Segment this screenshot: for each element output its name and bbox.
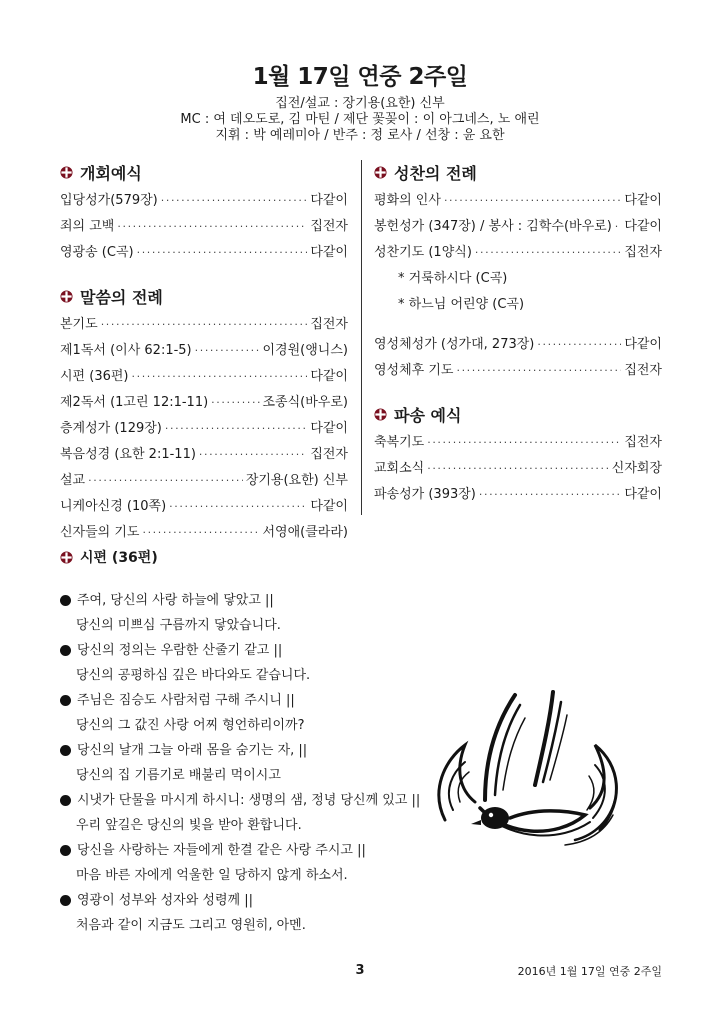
- leader-dots: [615, 214, 622, 240]
- order-label: 설교: [60, 473, 86, 488]
- leader-dots: [165, 416, 307, 442]
- cross-icon: [60, 551, 73, 564]
- order-value: 다같이: [310, 421, 348, 436]
- leader-dots: [142, 520, 259, 546]
- verse-line-1: 당신의 정의는 우람한 산줄기 같고 ||: [77, 643, 283, 658]
- order-label: 제2독서 (1고린 12:1-11): [60, 395, 209, 410]
- order-label: 시편 (36편): [60, 369, 129, 384]
- verse-line-1: 영광이 성부와 성자와 성령께 ||: [77, 893, 253, 908]
- verse-line-2: 처음과 같이 지금도 그리고 영원히, 아멘.: [76, 918, 306, 933]
- column-divider: [361, 160, 362, 515]
- order-value: 집전자: [624, 435, 662, 450]
- dove-icon: [425, 690, 635, 850]
- verse-line-1: 당신의 날개 그늘 아래 몸을 숨기는 자, ||: [77, 743, 308, 758]
- order-row: [60, 416, 348, 442]
- verse-line-2: 당신의 집 기름기로 배불리 먹이시고: [76, 768, 281, 783]
- psalm-verse: [60, 788, 440, 838]
- order-row: [60, 442, 348, 468]
- cross-icon: [374, 408, 387, 421]
- order-label: 죄의 고백: [60, 219, 115, 234]
- order-label: 축복기도: [374, 435, 425, 450]
- bullet-icon: [60, 845, 71, 856]
- verse-line-2: 당신의 공평하심 깊은 바다와도 같습니다.: [76, 668, 311, 683]
- section-heading-opening: [60, 160, 348, 184]
- order-value: 다같이: [310, 193, 348, 208]
- psalm-text: [60, 588, 440, 938]
- bullet-icon: [60, 795, 71, 806]
- psalm-heading: [60, 546, 158, 568]
- sub-item: * 거룩하시다 (C곡): [398, 271, 508, 286]
- order-label: 신자들의 기도: [60, 525, 140, 540]
- leader-dots: [101, 312, 308, 338]
- bullet-icon: [60, 745, 71, 756]
- order-label: 본기도: [60, 317, 98, 332]
- verse-line-1: 주여, 당신의 사랑 하늘에 닿았고 ||: [77, 593, 274, 608]
- sub-item: * 하느님 어린양 (C곡): [398, 297, 525, 312]
- verse-line-2: 당신의 미쁘심 구름까지 닿았습니다.: [76, 618, 281, 633]
- bullet-icon: [60, 895, 71, 906]
- section-heading-label: 성찬의 전례: [394, 163, 477, 183]
- bullet-icon: [60, 595, 71, 606]
- order-row: [374, 456, 662, 482]
- order-row: [60, 494, 348, 520]
- order-label: 층계성가 (129장): [60, 421, 162, 436]
- verse-line-2: 마음 바른 자에게 억울한 일 당하지 않게 하소서.: [76, 868, 348, 883]
- order-row: [374, 214, 662, 240]
- order-row: [60, 520, 348, 546]
- order-label: 복음성경 (요한 2:1-11): [60, 447, 196, 462]
- order-value: 다같이: [310, 369, 348, 384]
- page-title: 1월 17일 연중 2주일: [252, 64, 468, 90]
- order-label: 영성체성가 (성가대, 273장): [374, 337, 535, 352]
- order-label: 제1독서 (이사 62:1-5): [60, 343, 192, 358]
- order-row: [60, 338, 348, 364]
- order-row: [374, 240, 662, 266]
- leader-dots: [88, 468, 243, 494]
- order-label: 평화의 인사: [374, 193, 441, 208]
- order-row: [374, 482, 662, 508]
- section-heading-label: 파송 예식: [394, 405, 462, 425]
- leader-dots: [161, 188, 308, 214]
- order-row: [60, 240, 348, 266]
- left-column: [60, 160, 348, 546]
- verse-line-1: 주님은 짐승도 사람처럼 구해 주시니 ||: [77, 693, 295, 708]
- psalm-verse: [60, 738, 440, 788]
- verse-line-1: 시냇가 단물을 마시게 하시니: 생명의 샘, 정녕 당신께 있고 ||: [77, 793, 421, 808]
- order-value: 집전자: [624, 245, 662, 260]
- order-row: [374, 332, 662, 358]
- order-label: 니케아신경 (10쪽): [60, 499, 167, 514]
- psalm-verse: [60, 688, 440, 738]
- leader-dots: [456, 358, 621, 384]
- bullet-icon: [60, 645, 71, 656]
- cross-icon: [374, 166, 387, 179]
- order-value: 다같이: [624, 337, 662, 352]
- leader-dots: [195, 338, 260, 364]
- order-label: 영광송 (C곡): [60, 245, 134, 260]
- order-row: [60, 390, 348, 416]
- credits: [0, 96, 720, 144]
- order-label: 영성체후 기도: [374, 363, 454, 378]
- section-heading-dismissal: [374, 402, 662, 426]
- section-heading-word: [60, 284, 348, 308]
- leader-dots: [475, 240, 621, 266]
- order-label: 봉헌성가 (347장) / 봉사 : 김학수(바우로): [374, 219, 612, 234]
- credits-line-2: MC : 여 데오도로, 김 마틴 / 제단 꽃꽂이 : 이 아그네스, 노 애린: [180, 112, 540, 127]
- section-heading-eucharist: [374, 160, 662, 184]
- leader-dots: [427, 456, 609, 482]
- credits-line-1: 집전/설교 : 장기용(요한) 신부: [275, 96, 445, 111]
- verse-line-1: 당신을 사랑하는 자들에게 한결 같은 사랑 주시고 ||: [77, 843, 366, 858]
- right-column: [374, 160, 662, 508]
- order-value: 서영애(클라라): [262, 525, 348, 540]
- order-value: 집전자: [624, 363, 662, 378]
- psalm-verse: [60, 638, 440, 688]
- order-row: [60, 364, 348, 390]
- leader-dots: [479, 482, 621, 508]
- cross-icon: [60, 290, 73, 303]
- order-label: 성찬기도 (1양식): [374, 245, 472, 260]
- order-value: 집전자: [310, 447, 348, 462]
- order-row: [60, 188, 348, 214]
- order-value: 집전자: [310, 317, 348, 332]
- order-value: 다같이: [624, 219, 662, 234]
- psalm-verse: [60, 838, 440, 888]
- order-row: [374, 358, 662, 384]
- leader-dots: [199, 442, 307, 468]
- leader-dots: [444, 188, 621, 214]
- bullet-icon: [60, 695, 71, 706]
- page-number: 3: [355, 963, 365, 978]
- order-value: 다같이: [310, 499, 348, 514]
- order-row: [60, 468, 348, 494]
- leader-dots: [169, 494, 307, 520]
- cross-icon: [60, 166, 73, 179]
- leader-dots: [537, 332, 621, 358]
- psalm-verse: [60, 888, 440, 938]
- order-row: [374, 430, 662, 456]
- leader-dots: [211, 390, 259, 416]
- order-label: 입당성가(579장): [60, 193, 158, 208]
- psalm-verse: [60, 588, 440, 638]
- footer-date: 2016년 1월 17일 연중 2주일: [517, 965, 662, 978]
- order-row: [374, 188, 662, 214]
- order-row: [60, 312, 348, 338]
- order-value: 다같이: [310, 245, 348, 260]
- order-value: 다같이: [624, 193, 662, 208]
- verse-line-2: 우리 앞길은 당신의 빛을 받아 환합니다.: [76, 818, 302, 833]
- credits-line-3: 지휘 : 박 예레미아 / 반주 : 정 로사 / 선창 : 윤 요한: [215, 128, 505, 143]
- order-value: 이경원(앵니스): [262, 343, 348, 358]
- leader-dots: [427, 430, 621, 456]
- order-value: 장기용(요한) 신부: [245, 473, 348, 488]
- order-row: [60, 214, 348, 240]
- leader-dots: [132, 364, 308, 390]
- section-heading-label: 말씀의 전례: [80, 287, 163, 307]
- order-value: 다같이: [624, 487, 662, 502]
- leader-dots: [117, 214, 307, 240]
- order-value: 조종식(바우로): [262, 395, 348, 410]
- psalm-heading-label: 시편 (36편): [80, 550, 158, 566]
- order-value: 신자회장: [611, 461, 662, 476]
- section-heading-label: 개회예식: [80, 163, 142, 183]
- order-label: 파송성가 (393장): [374, 487, 476, 502]
- leader-dots: [137, 240, 308, 266]
- order-label: 교회소식: [374, 461, 425, 476]
- order-value: 집전자: [310, 219, 348, 234]
- verse-line-2: 당신의 그 값진 사랑 어찌 형언하리이까?: [76, 718, 305, 733]
